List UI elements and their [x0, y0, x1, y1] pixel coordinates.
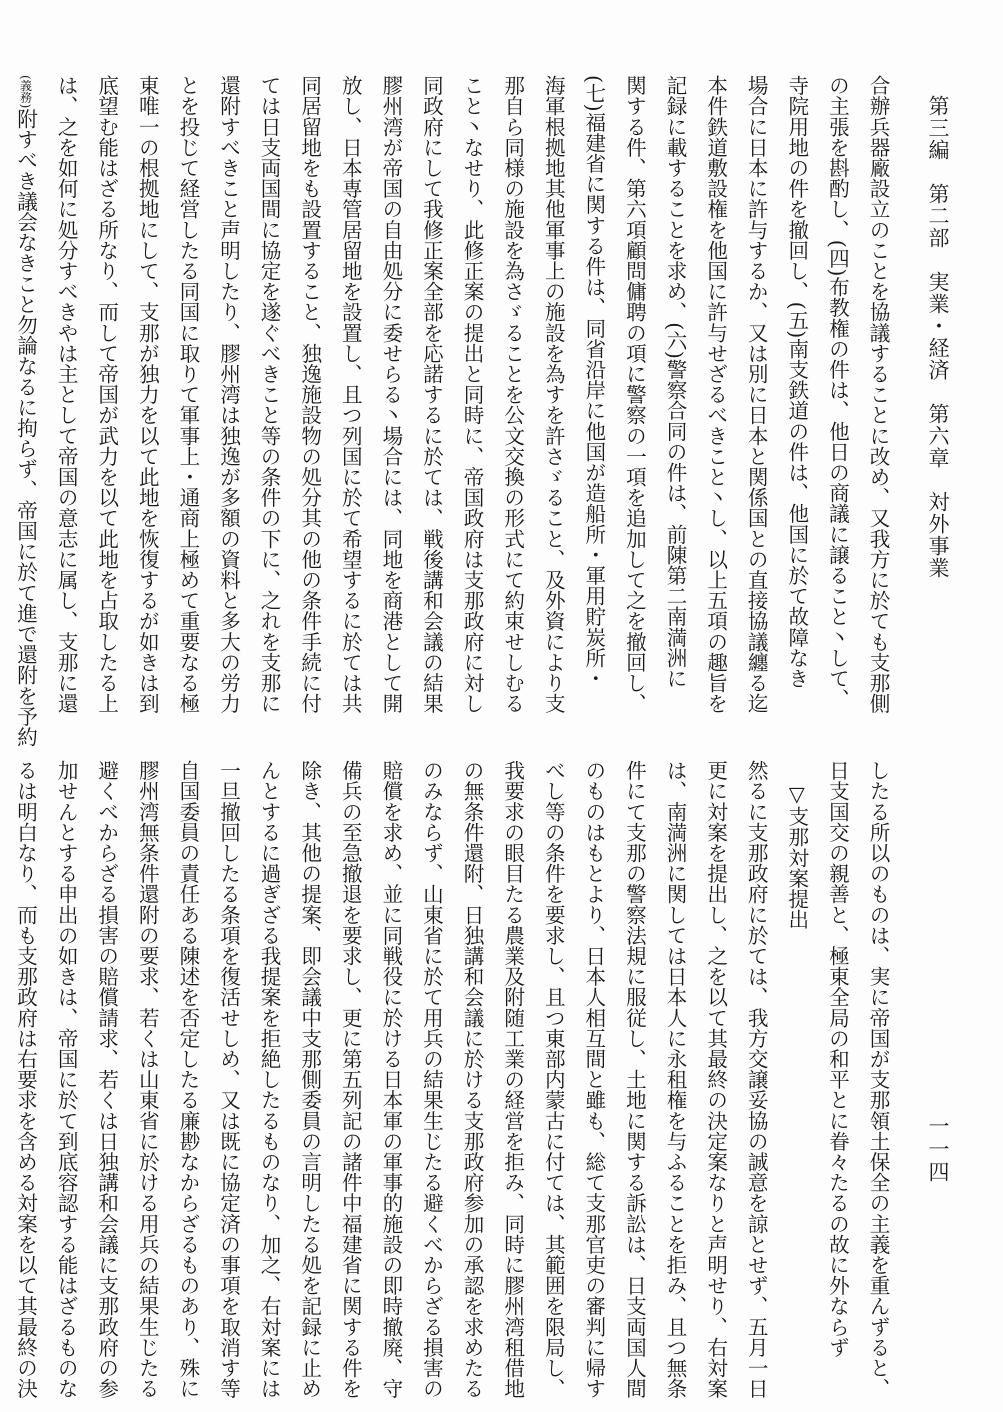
text-line: の無条件還附、日独講和会議に於ける支那政府参加の承認を求めたる	[460, 760, 485, 1399]
text-line: 那自ら同様の施設を為さゞることを公文交換の形式にて約束せしむる	[500, 75, 525, 714]
text-line-annotated	[5, 75, 46, 747]
text-line: とを投じて経営したる同国に取りて軍事上・通商上極めて重要なる極	[175, 75, 200, 714]
text-line: 一旦撤回したる条項を復活せしめ、又は既に協定済の事項を取消す等	[216, 760, 241, 1399]
text-line: 本件鉄道敷設権を他国に許与せざるべきこと丶し、以上五項の趣旨を	[703, 75, 728, 714]
text-line: 我要求の眼目たる農業及附随工業の経営を拒み、同時に膠州湾租借地	[500, 760, 525, 1399]
text-line: 同政府にして我修正案全部を応諾するに於ては、戦後講和会議の結果	[419, 75, 444, 714]
text-line: 還附すべきこと声明したり、膠州湾は独逸が多額の資料と多大の労力	[216, 75, 241, 714]
text-line: したる所以のものは、実に帝国が支那領土保全の主義を重んずると、	[866, 760, 890, 1399]
text-line: べし等の条件を要求し、且つ東部内蒙古に付ては、其範囲を限局し、	[541, 760, 566, 1399]
text-line: 底望む能はざる所なり、而して帝国が武力を以て此地を占取したる上	[94, 75, 119, 714]
text-line: の主張を斟酌し、(四)布教権の件は、他日の商議に譲ること丶して、	[825, 75, 850, 710]
running-head: 第三編 第二部 実業・経済 第六章 対外事業	[926, 95, 950, 579]
text-line: るは明白なり、而も支那政府は右要求を含める対案を以て其最終の決	[13, 760, 38, 1399]
text-line: 東唯一の根拠地にして、支那が独力を以て此地を恢復するが如きは到	[135, 75, 160, 714]
text-line: 記録に載することを求め、(六)警察合同の件は、前陳第二南満洲に	[663, 75, 688, 689]
text-line: 自国委員の責任ある陳述を否定したる廉尠なからざるものあり、殊に	[175, 760, 200, 1399]
text-line: 同居留地をも設置すること、独逸施設物の処分其の他の条件手続に付	[297, 75, 322, 714]
text-block-top	[13, 75, 898, 747]
text-line: 備兵の至急撤退を要求し、更に第五列記の諸件中福建省に関する件を	[338, 760, 363, 1399]
text-line: 場合に日本に許与するか、又は別に日本と関係国との直接協議纏る迄	[744, 75, 769, 714]
text-line: 関する件、第六項顧問傭聘の項に警察の一項を追加して之を撤回し、	[622, 75, 647, 714]
text-line: 日支国交の親善と、極東全局の和平とに眷々たるの故に外ならず	[825, 760, 850, 1358]
text-line: ては日支両国間に協定を遂ぐべきこと等の条件の下に、之れを支那に	[257, 75, 282, 714]
text-block-bottom	[13, 760, 898, 1399]
text-line: (七)福建省に関する件は、同省沿岸に他国が造船所・軍用貯炭所・	[581, 75, 606, 689]
text-line: 然るに支那政府に於ては、我方交譲妥協の誠意を諒とせず、五月一日	[744, 760, 769, 1399]
text-line: は、之を如何に処分すべきやは主として帝国の意志に属し、支那に還	[54, 75, 79, 714]
text-line: 放し、日本専管居留地を設置し、且つ列国に於て希望するに於ては共	[338, 75, 363, 714]
text-line: 膠州湾が帝国の自由処分に委せらる丶場合には、同地を商港として開	[378, 75, 403, 714]
text-line: 除き、其他の提案、即会議中支那側委員の言明したる処を記録に止め	[297, 760, 322, 1399]
text-line: 加せんとする申出の如きは、帝国に於て到底容認する能はざるものな	[54, 760, 79, 1399]
text-line: のものはもとより、日本人相互間と雖も、総て支那官吏の審判に帰す	[581, 760, 606, 1399]
text-line: は、南満洲に関しては日本人に永租権を与ふることを拒み、且つ無条	[663, 760, 688, 1399]
text-line: 避くべからざる損害の賠償請求、若くは日独講和会議に支那政府の参	[94, 760, 119, 1399]
text-line: 寺院用地の件を撤回し、(五)南支鉄道の件は、他国に於て故障なき	[784, 75, 809, 689]
text-line: 合辦兵器廠設立のことを協議することに改め、又我方に於ても支那側	[866, 75, 890, 714]
text-line: 海軍根拠地其他軍事上の施設を為すを許さゞること、及外資により支	[541, 75, 566, 714]
text-line: 更に対案を提出し、之を以て其最終の決定案なりと声明せり、右対案	[703, 760, 728, 1399]
text-line: こと丶なせり、此修正案の提出と同時に、帝国政府は支那政府に対し	[460, 75, 485, 714]
text-line-body: 附すべき議会なきこと勿論なるに拘らず、帝国に於て進で還附を予約	[13, 108, 38, 747]
text-line: のみならず、山東省に於て用兵の結果生じたる避くべからざる損害の	[419, 760, 444, 1399]
text-line: 膠州湾無条件還附の要求、若くは山東省に於ける用兵の結果生じたる	[135, 760, 160, 1399]
text-line: 賠償を求め、並に同戦役に於ける日本軍の軍事的施設の即時撤廃、守	[378, 760, 403, 1399]
section-subheading: ▽支那対案提出	[784, 782, 809, 930]
inline-annotation: (義務)	[18, 75, 33, 109]
text-line: んとするに過ぎざる我提案を拒絶したるものなり、加之、右対案には	[257, 760, 282, 1399]
text-line: 件にて支那の警察法規に服従し、土地に関する訴訟は、日支両国人間	[622, 760, 647, 1399]
page-number: 一一四	[926, 1115, 950, 1184]
